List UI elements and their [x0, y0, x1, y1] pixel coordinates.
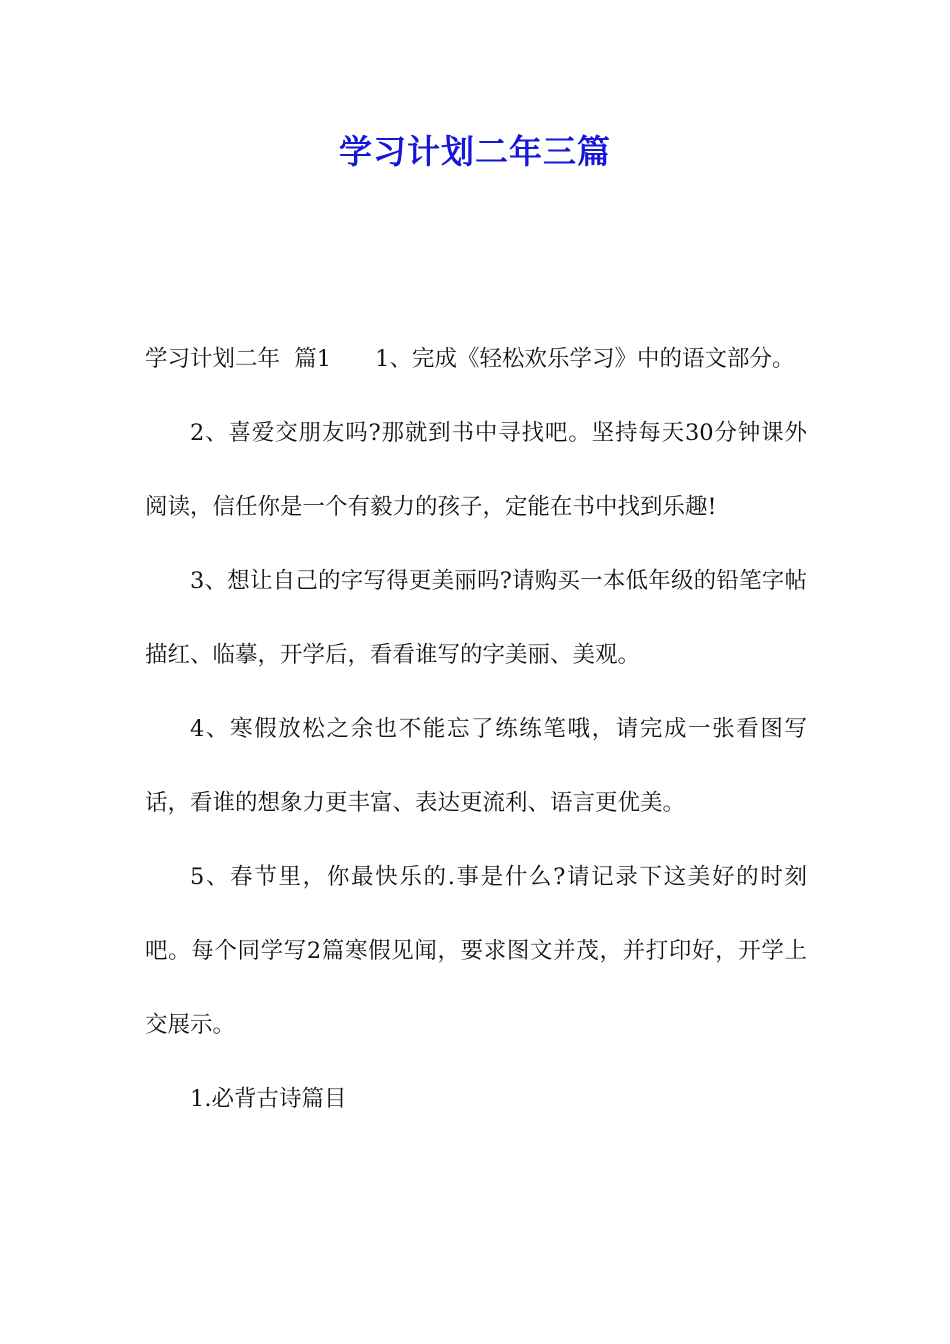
document-body [145, 322, 807, 1136]
paragraph-1 [145, 322, 807, 396]
paragraph-3: 3、想让自己的字写得更美丽吗?请购买一本低年级的铅笔字帖描红、临摹，开学后，看看谁写的字美丽、美观。 [145, 568, 807, 668]
section-heading: 学习计划二年 篇1 [145, 346, 332, 372]
paragraph-6: 1.必背古诗篇目 [190, 1086, 347, 1112]
paragraph-5: 5、春节里，你最快乐的.事是什么?请记录下这美好的时刻吧。每个同学写2篇寒假见闻，要求图文并茂，并打印好，开学上交展示。 [145, 864, 807, 1038]
paragraph-2: 2、喜爱交朋友吗?那就到书中寻找吧。坚持每天30分钟课外阅读，信任你是一个有毅力的孩子，定能在书中找到乐趣! [145, 420, 807, 520]
paragraph-text: 1、完成《轻松欢乐学习》中的语文部分。 [375, 346, 795, 372]
document-title: 学习计划二年三篇 [339, 132, 611, 171]
paragraph-4: 4、寒假放松之余也不能忘了练练笔哦，请完成一张看图写话，看谁的想象力更丰富、表达更流利、语言更优美。 [145, 716, 807, 816]
